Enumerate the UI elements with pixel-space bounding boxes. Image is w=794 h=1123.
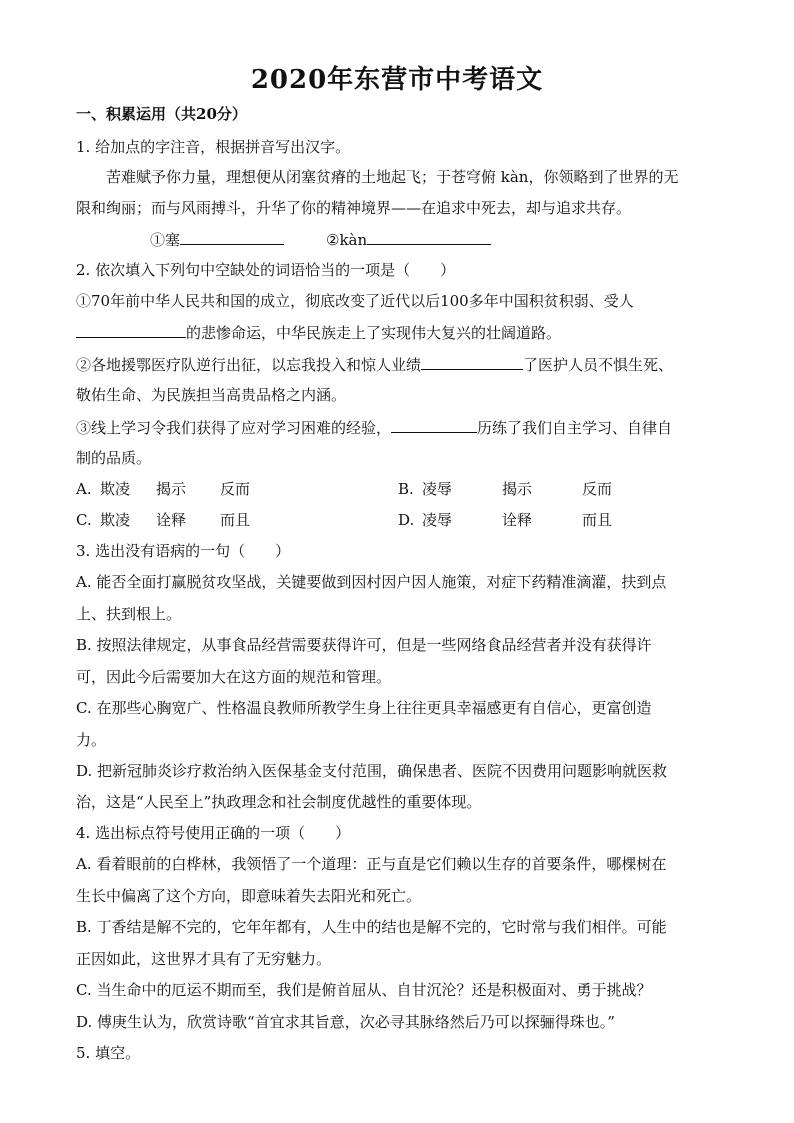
q2-blank-2[interactable] xyxy=(421,354,523,370)
section-heading: 一、积累运用（共20分） xyxy=(76,105,247,123)
q2-blank-1[interactable] xyxy=(76,322,186,338)
q1-answer-label-2: ②kàn xyxy=(326,231,368,249)
q4-option-c[interactable]: C. 当生命中的厄运不期而至，我们是俯首屈从、自甘沉沦？还是积极面对、勇于挑战？ xyxy=(76,981,652,999)
q2-sentence3-line1 xyxy=(76,417,672,438)
q2-sentence3-pre: ③线上学习令我们获得了应对学习困难的经验， xyxy=(76,419,392,437)
q2-sentence1-line2-text: 的悲惨命运，中华民族走上了实现伟大复兴的壮阔道路。 xyxy=(186,324,562,342)
q2-sentence3-post: 历练了我们自主学习、自律自 xyxy=(477,419,673,437)
q4-option-d[interactable]: D. 傅庚生认为，欣赏诗歌“首宜求其旨意，次必寻其脉络然后乃可以探骊得珠也。” xyxy=(76,1013,615,1031)
q1-answer-blank-2[interactable] xyxy=(367,229,491,245)
q3-option-c-line1[interactable]: C. 在那些心胸宽广、性格温良教师所教学生身上往往更具幸福感更有自信心，更富创造 xyxy=(76,699,652,717)
q1-stem: 1. 给加点的字注音，根据拼音写出汉字。 xyxy=(76,138,351,156)
q1-passage-line1: 苦难赋予你力量，理想便从闭塞贫瘠的土地起飞；于苍穹俯 kàn，你领略到了世界的无 xyxy=(106,168,679,186)
q2-option-b[interactable]: B. 凌辱 揭示 反而 xyxy=(398,480,613,498)
q3-option-c-line2: 力。 xyxy=(76,731,107,749)
q3-option-a-line1[interactable]: A. 能否全面打赢脱贫攻坚战，关键要做到因村因户因人施策，对症下药精准滴灌，扶到点 xyxy=(76,573,667,591)
q3-option-b-line1[interactable]: B. 按照法律规定，从事食品经营需要获得许可，但是一些网络食品经营者并没有获得许 xyxy=(76,636,652,654)
q2-sentence2-pre: ②各地援鄂医疗队逆行出征，以忘我投入和惊人业绩 xyxy=(76,356,422,374)
q3-option-b-line2: 可，因此今后需要加大在这方面的规范和管理。 xyxy=(76,668,392,686)
q2-sentence1-line1: ①70年前中华人民共和国的成立，彻底改变了近代以后100多年中国积贫积弱、受人 xyxy=(76,292,634,310)
q4-stem: 4. 选出标点符号使用正确的一项（ ） xyxy=(76,824,351,842)
q2-option-c[interactable]: C. 欺凌 诠释 而且 xyxy=(76,511,251,529)
q2-sentence1-line2 xyxy=(76,322,561,343)
q1-passage-line2: 限和绚丽；而与风雨搏斗，升华了你的精神境界——在追求中死去，却与追求共存。 xyxy=(76,199,632,217)
q2-blank-3[interactable] xyxy=(391,417,477,433)
q1-answer-label-1: ①塞 xyxy=(150,231,181,249)
q3-stem: 3. 选出没有语病的一句（ ） xyxy=(76,542,291,560)
q2-option-d[interactable]: D. 凌辱 诠释 而且 xyxy=(398,511,613,529)
q4-option-b-line1[interactable]: B. 丁香结是解不完的，它年年都有，人生中的结也是解不完的，它时常与我们相伴。可能 xyxy=(76,918,667,936)
page-title: 2020年东营市中考语文 xyxy=(250,65,544,95)
q2-sentence2-line2: 敬佑生命、为民族担当高贵品格之内涵。 xyxy=(76,386,347,404)
q4-option-a-line1[interactable]: A. 看着眼前的白桦林，我领悟了一个道理：正与直是它们赖以生存的首要条件，哪棵树在 xyxy=(76,855,667,873)
q2-sentence3-line2: 制的品质。 xyxy=(76,449,152,467)
q3-option-d-line1[interactable]: D. 把新冠肺炎诊疗救治纳入医保基金支付范围，确保患者、医院不因费用问题影响就医救 xyxy=(76,762,668,780)
q3-option-a-line2: 上、扶到根上。 xyxy=(76,605,182,623)
q4-option-b-line2: 正因如此，这世界才具有了无穷魅力。 xyxy=(76,950,332,968)
q2-option-a[interactable]: A. 欺凌 揭示 反而 xyxy=(76,480,251,498)
q4-option-a-line2: 生长中偏离了这个方向，即意味着失去阳光和死亡。 xyxy=(76,887,422,905)
q1-answer-row xyxy=(150,229,491,250)
q5-stem: 5. 填空。 xyxy=(76,1044,141,1062)
q2-stem: 2. 依次填入下列句中空缺处的词语恰当的一项是（ ） xyxy=(76,261,456,279)
q2-sentence2-post: 了医护人员不惧生死、 xyxy=(523,356,674,374)
q1-answer-blank-1[interactable] xyxy=(180,229,284,245)
q3-option-d-line2: 治，这是“人民至上”执政理念和社会制度优越性的重要体现。 xyxy=(76,793,482,811)
q2-sentence2-line1 xyxy=(76,354,673,375)
